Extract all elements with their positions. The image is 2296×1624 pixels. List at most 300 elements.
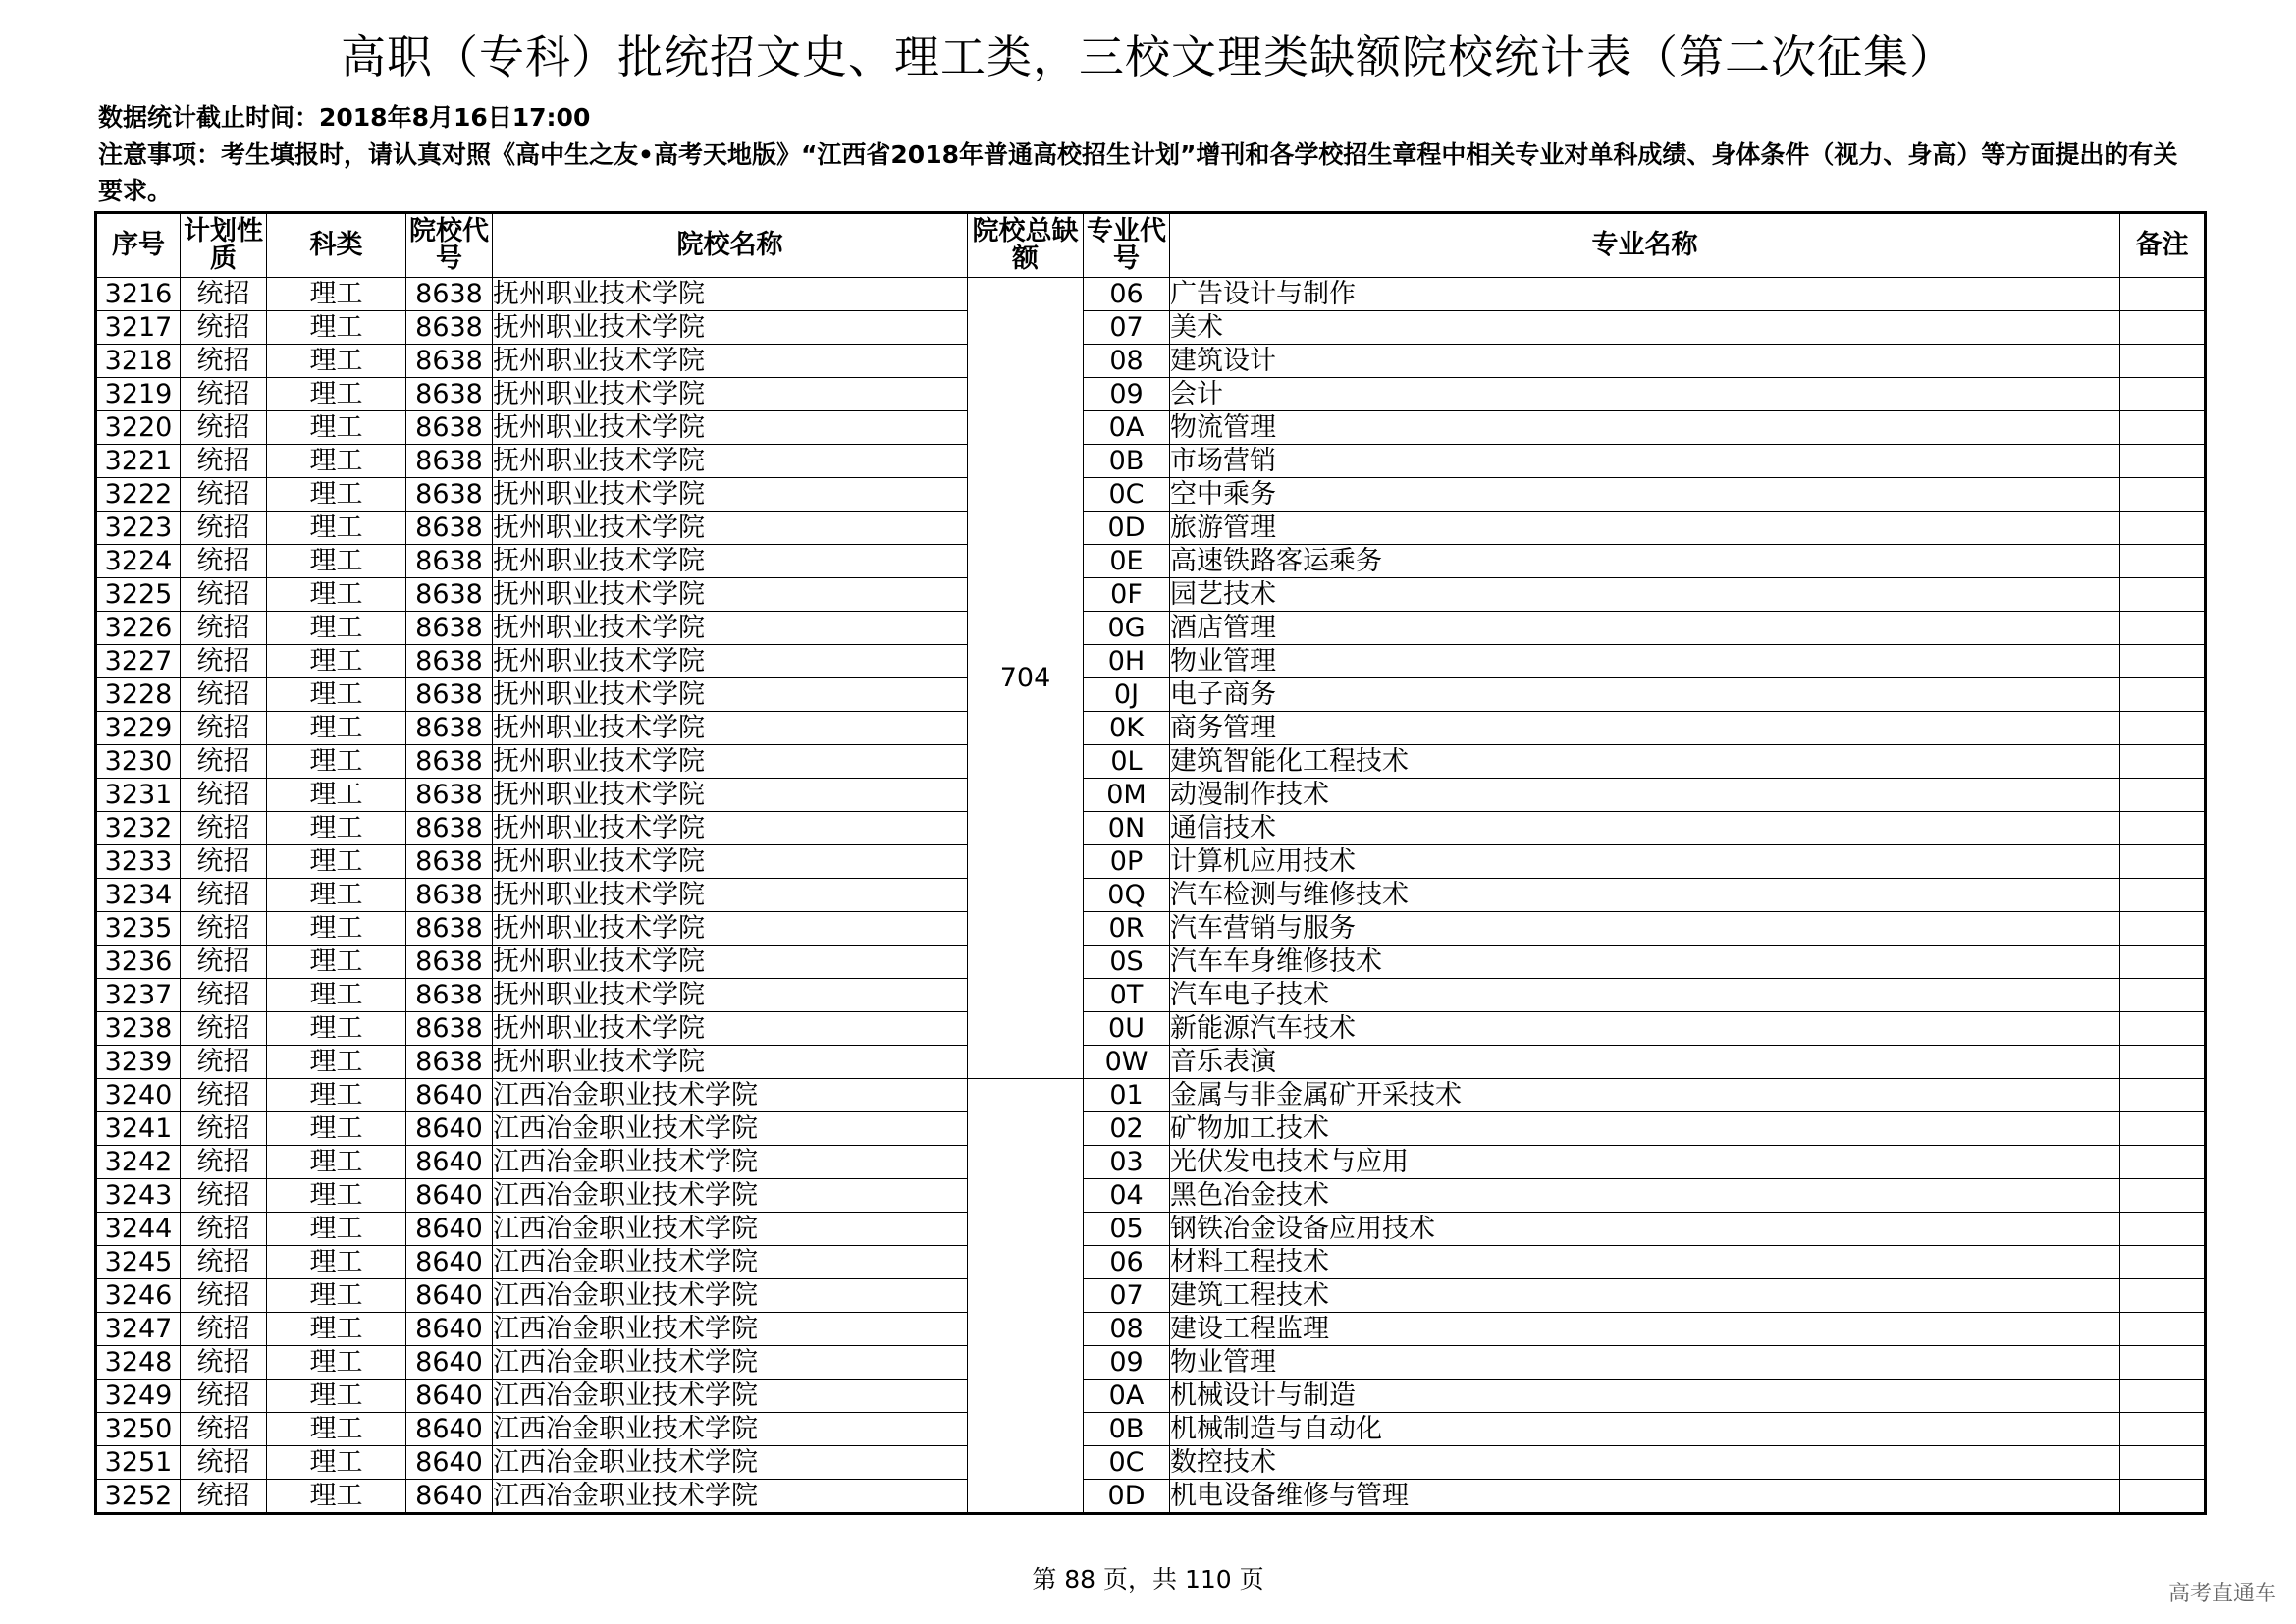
table-row [96,1279,2206,1313]
cell-category: 理工 [267,278,406,311]
cell-category: 理工 [267,478,406,512]
table-header-row [96,213,2206,278]
cell-category: 理工 [267,1012,406,1046]
cell-major-name: 汽车电子技术 [1170,979,2120,1012]
cell-plan: 统招 [181,745,267,779]
cell-major-name: 光伏发电技术与应用 [1170,1146,2120,1179]
cell-seq: 3232 [96,812,181,845]
cell-seq: 3226 [96,612,181,645]
header-seq: 序号 [96,213,181,278]
cell-remark [2120,345,2206,378]
cell-major-code: 0S [1084,946,1170,979]
cell-seq: 3225 [96,578,181,612]
cell-seq: 3247 [96,1313,181,1346]
cell-remark [2120,1079,2206,1112]
cell-category: 理工 [267,779,406,812]
cell-remark [2120,1213,2206,1246]
cell-major-code: 0Q [1084,879,1170,912]
cell-school-name: 抚州职业技术学院 [493,946,968,979]
table-row [96,612,2206,645]
cell-seq: 3252 [96,1480,181,1514]
cell-plan: 统招 [181,1346,267,1380]
cell-school-code: 8640 [406,1380,493,1413]
cell-school-total [968,1079,1084,1514]
cell-plan: 统招 [181,779,267,812]
cell-plan: 统招 [181,1413,267,1446]
cell-major-name: 美术 [1170,311,2120,345]
table-row [96,445,2206,478]
cell-school-code: 8638 [406,946,493,979]
page-title: 高职（专科）批统招文史、理工类，三校文理类缺额院校统计表（第二次征集） [341,30,1955,83]
cell-major-code: 08 [1084,345,1170,378]
cell-school-name: 江西冶金职业技术学院 [493,1380,968,1413]
cell-plan: 统招 [181,1213,267,1246]
cell-plan: 统招 [181,1046,267,1079]
cell-major-code: 0W [1084,1046,1170,1079]
cell-plan: 统招 [181,1012,267,1046]
cell-major-name: 建筑智能化工程技术 [1170,745,2120,779]
cell-major-name: 旅游管理 [1170,512,2120,545]
cell-major-name: 计算机应用技术 [1170,845,2120,879]
cell-major-code: 0D [1084,512,1170,545]
cell-remark [2120,478,2206,512]
table-row [96,779,2206,812]
cell-category: 理工 [267,979,406,1012]
cell-school-name: 抚州职业技术学院 [493,411,968,445]
cell-major-code: 0B [1084,1413,1170,1446]
cell-seq: 3234 [96,879,181,912]
cell-school-code: 8638 [406,912,493,946]
cell-remark [2120,1279,2206,1313]
cell-remark [2120,1146,2206,1179]
cell-school-name: 抚州职业技术学院 [493,845,968,879]
cell-plan: 统招 [181,278,267,311]
cell-plan: 统招 [181,578,267,612]
cell-major-code: 0C [1084,478,1170,512]
table-row [96,478,2206,512]
cell-plan: 统招 [181,645,267,678]
cell-major-code: 0C [1084,1446,1170,1480]
cell-major-name: 建筑设计 [1170,345,2120,378]
cell-remark [2120,512,2206,545]
header-remark: 备注 [2120,213,2206,278]
cell-seq: 3223 [96,512,181,545]
table-row [96,712,2206,745]
cell-school-name: 抚州职业技术学院 [493,712,968,745]
table-row [96,378,2206,411]
table-row [96,678,2206,712]
cell-school-code: 8638 [406,512,493,545]
cell-seq: 3246 [96,1279,181,1313]
cell-seq: 3228 [96,678,181,712]
cell-major-code: 0B [1084,445,1170,478]
cell-major-name: 动漫制作技术 [1170,779,2120,812]
cell-remark [2120,645,2206,678]
cell-major-code: 04 [1084,1179,1170,1213]
cell-school-code: 8638 [406,278,493,311]
cell-major-name: 数控技术 [1170,1446,2120,1480]
cell-school-name: 江西冶金职业技术学院 [493,1146,968,1179]
cell-category: 理工 [267,1279,406,1313]
cell-seq: 3238 [96,1012,181,1046]
cell-remark [2120,411,2206,445]
cell-major-name: 会计 [1170,378,2120,411]
header-major: 专业名称 [1170,213,2120,278]
cell-major-code: 0A [1084,411,1170,445]
header-major-code: 专业代号 [1084,213,1170,278]
header-school-code: 院校代号 [406,213,493,278]
cell-school-code: 8638 [406,411,493,445]
cell-major-code: 06 [1084,1246,1170,1279]
cell-plan: 统招 [181,812,267,845]
table-row [96,1346,2206,1380]
cell-major-name: 机电设备维修与管理 [1170,1480,2120,1514]
cell-major-code: 0E [1084,545,1170,578]
cell-school-name: 抚州职业技术学院 [493,645,968,678]
cell-category: 理工 [267,912,406,946]
cell-plan: 统招 [181,512,267,545]
cell-seq: 3231 [96,779,181,812]
cell-school-name: 抚州职业技术学院 [493,278,968,311]
cell-school-name: 江西冶金职业技术学院 [493,1313,968,1346]
cell-school-code: 8640 [406,1146,493,1179]
cell-major-name: 酒店管理 [1170,612,2120,645]
table-row [96,1246,2206,1279]
cell-remark [2120,1179,2206,1213]
cell-plan: 统招 [181,445,267,478]
cell-remark [2120,278,2206,311]
cell-school-code: 8638 [406,1046,493,1079]
cell-major-code: 0H [1084,645,1170,678]
cell-plan: 统招 [181,478,267,512]
cell-school-code: 8638 [406,979,493,1012]
cell-major-name: 物业管理 [1170,645,2120,678]
cell-seq: 3240 [96,1079,181,1112]
cell-remark [2120,545,2206,578]
cell-category: 理工 [267,578,406,612]
table-body [96,278,2206,1514]
cell-major-name: 空中乘务 [1170,478,2120,512]
cell-major-code: 0F [1084,578,1170,612]
cell-school-total: 704 [968,278,1084,1079]
cell-major-code: 09 [1084,1346,1170,1380]
cell-remark [2120,1313,2206,1346]
cell-plan: 统招 [181,1146,267,1179]
table-row [96,1413,2206,1446]
cell-major-name: 黑色冶金技术 [1170,1179,2120,1213]
cell-major-name: 机械设计与制造 [1170,1380,2120,1413]
cell-school-name: 江西冶金职业技术学院 [493,1246,968,1279]
cell-category: 理工 [267,645,406,678]
cell-major-code: 06 [1084,278,1170,311]
cell-school-name: 抚州职业技术学院 [493,512,968,545]
cell-school-code: 8638 [406,712,493,745]
cell-major-code: 08 [1084,1313,1170,1346]
table-row [96,1046,2206,1079]
cell-plan: 统招 [181,712,267,745]
cell-plan: 统招 [181,1480,267,1514]
cell-major-name: 机械制造与自动化 [1170,1413,2120,1446]
cell-school-name: 抚州职业技术学院 [493,879,968,912]
cell-school-name: 抚州职业技术学院 [493,545,968,578]
cell-remark [2120,712,2206,745]
cell-remark [2120,979,2206,1012]
cell-major-code: 0J [1084,678,1170,712]
cell-plan: 统招 [181,1313,267,1346]
table-row [96,545,2206,578]
cell-major-code: 07 [1084,1279,1170,1313]
cell-school-name: 抚州职业技术学院 [493,1046,968,1079]
cell-school-code: 8640 [406,1112,493,1146]
cell-major-code: 02 [1084,1112,1170,1146]
cell-seq: 3242 [96,1146,181,1179]
table-row [96,1313,2206,1346]
cell-school-code: 8638 [406,779,493,812]
cell-school-name: 江西冶金职业技术学院 [493,1179,968,1213]
table-row [96,979,2206,1012]
cell-school-name: 抚州职业技术学院 [493,678,968,712]
cell-major-code: 0M [1084,779,1170,812]
cell-major-code: 0D [1084,1480,1170,1514]
cell-major-name: 物流管理 [1170,411,2120,445]
cell-remark [2120,1246,2206,1279]
cell-school-code: 8640 [406,1213,493,1246]
cell-school-name: 江西冶金职业技术学院 [493,1446,968,1480]
deadline-text: 数据统计截止时间：2018年8月16日17:00 [98,103,591,132]
cell-major-name: 材料工程技术 [1170,1246,2120,1279]
cell-major-name: 市场营销 [1170,445,2120,478]
cell-major-name: 建设工程监理 [1170,1313,2120,1346]
cell-remark [2120,845,2206,879]
cell-plan: 统招 [181,545,267,578]
cell-category: 理工 [267,1346,406,1380]
cell-school-name: 抚州职业技术学院 [493,779,968,812]
cell-remark [2120,1346,2206,1380]
cell-seq: 3233 [96,845,181,879]
cell-school-name: 江西冶金职业技术学院 [493,1079,968,1112]
table-row [96,578,2206,612]
cell-school-code: 8640 [406,1346,493,1380]
cell-school-code: 8638 [406,1012,493,1046]
cell-remark [2120,1413,2206,1446]
cell-school-name: 抚州职业技术学院 [493,812,968,845]
cell-category: 理工 [267,1179,406,1213]
cell-major-name: 钢铁冶金设备应用技术 [1170,1213,2120,1246]
page-number: 第 88 页，共 110 页 [1032,1565,1264,1594]
cell-seq: 3221 [96,445,181,478]
cell-seq: 3236 [96,946,181,979]
header-category: 科类 [267,213,406,278]
cell-seq: 3218 [96,345,181,378]
cell-category: 理工 [267,1446,406,1480]
cell-major-code: 07 [1084,311,1170,345]
cell-remark [2120,1046,2206,1079]
cell-school-code: 8638 [406,845,493,879]
table-row [96,278,2206,311]
header-school: 院校名称 [493,213,968,278]
cell-remark [2120,378,2206,411]
cell-seq: 3227 [96,645,181,678]
cell-category: 理工 [267,1480,406,1514]
table-row [96,946,2206,979]
cell-major-name: 汽车营销与服务 [1170,912,2120,946]
cell-major-name: 新能源汽车技术 [1170,1012,2120,1046]
table-row [96,1112,2206,1146]
cell-seq: 3241 [96,1112,181,1146]
cell-school-code: 8640 [406,1279,493,1313]
table-row [96,512,2206,545]
cell-school-code: 8638 [406,678,493,712]
cell-plan: 统招 [181,946,267,979]
cell-category: 理工 [267,411,406,445]
cell-seq: 3224 [96,545,181,578]
cell-school-code: 8638 [406,745,493,779]
table-row [96,645,2206,678]
cell-seq: 3248 [96,1346,181,1380]
vacancy-table [94,211,2207,1515]
cell-remark [2120,745,2206,779]
cell-school-code: 8640 [406,1413,493,1446]
cell-school-name: 江西冶金职业技术学院 [493,1346,968,1380]
cell-major-code: 0R [1084,912,1170,946]
cell-remark [2120,1380,2206,1413]
cell-major-code: 0T [1084,979,1170,1012]
cell-category: 理工 [267,512,406,545]
cell-major-name: 矿物加工技术 [1170,1112,2120,1146]
cell-school-code: 8638 [406,378,493,411]
cell-remark [2120,812,2206,845]
cell-major-code: 0L [1084,745,1170,779]
cell-plan: 统招 [181,678,267,712]
table-row [96,845,2206,879]
cell-major-name: 园艺技术 [1170,578,2120,612]
cell-major-name: 商务管理 [1170,712,2120,745]
cell-category: 理工 [267,345,406,378]
cell-plan: 统招 [181,879,267,912]
cell-seq: 3235 [96,912,181,946]
cell-plan: 统招 [181,979,267,1012]
cell-seq: 3250 [96,1413,181,1446]
cell-major-code: 0K [1084,712,1170,745]
table-row [96,745,2206,779]
cell-plan: 统招 [181,1279,267,1313]
cell-school-name: 抚州职业技术学院 [493,445,968,478]
cell-school-name: 江西冶金职业技术学院 [493,1279,968,1313]
cell-school-name: 江西冶金职业技术学院 [493,1112,968,1146]
cell-seq: 3230 [96,745,181,779]
cell-school-code: 8638 [406,311,493,345]
cell-seq: 3249 [96,1380,181,1413]
cell-school-name: 抚州职业技术学院 [493,345,968,378]
cell-category: 理工 [267,1079,406,1112]
cell-seq: 3245 [96,1246,181,1279]
cell-school-code: 8640 [406,1446,493,1480]
cell-remark [2120,445,2206,478]
cell-school-code: 8640 [406,1079,493,1112]
cell-category: 理工 [267,612,406,645]
table-row [96,345,2206,378]
cell-major-code: 0G [1084,612,1170,645]
cell-category: 理工 [267,845,406,879]
cell-major-name: 建筑工程技术 [1170,1279,2120,1313]
table-row [96,879,2206,912]
cell-seq: 3219 [96,378,181,411]
cell-major-code: 09 [1084,378,1170,411]
cell-remark [2120,946,2206,979]
watermark: 高考直通车 [2167,1582,2276,1606]
cell-school-code: 8638 [406,545,493,578]
table-row [96,1480,2206,1514]
cell-school-code: 8640 [406,1246,493,1279]
cell-major-code: 0N [1084,812,1170,845]
cell-plan: 统招 [181,912,267,946]
table-row [96,1179,2206,1213]
cell-school-code: 8640 [406,1313,493,1346]
cell-plan: 统招 [181,1079,267,1112]
cell-category: 理工 [267,879,406,912]
cell-category: 理工 [267,946,406,979]
cell-plan: 统招 [181,345,267,378]
cell-seq: 3251 [96,1446,181,1480]
cell-plan: 统招 [181,845,267,879]
cell-major-name: 汽车检测与维修技术 [1170,879,2120,912]
cell-school-name: 抚州职业技术学院 [493,311,968,345]
table-row [96,1380,2206,1413]
cell-seq: 3222 [96,478,181,512]
table-row [96,411,2206,445]
cell-category: 理工 [267,1146,406,1179]
cell-plan: 统招 [181,1446,267,1480]
cell-school-name: 江西冶金职业技术学院 [493,1213,968,1246]
cell-seq: 3239 [96,1046,181,1079]
cell-category: 理工 [267,678,406,712]
cell-category: 理工 [267,311,406,345]
cell-school-name: 抚州职业技术学院 [493,478,968,512]
cell-major-name: 通信技术 [1170,812,2120,845]
table-row [96,1213,2206,1246]
cell-category: 理工 [267,712,406,745]
cell-plan: 统招 [181,1112,267,1146]
cell-major-code: 0U [1084,1012,1170,1046]
cell-school-name: 抚州职业技术学院 [493,378,968,411]
cell-plan: 统招 [181,311,267,345]
cell-school-name: 抚州职业技术学院 [493,979,968,1012]
cell-school-name: 抚州职业技术学院 [493,745,968,779]
cell-major-name: 汽车车身维修技术 [1170,946,2120,979]
cell-category: 理工 [267,1313,406,1346]
cell-remark [2120,912,2206,946]
cell-category: 理工 [267,545,406,578]
cell-school-code: 8640 [406,1179,493,1213]
cell-plan: 统招 [181,612,267,645]
cell-major-code: 0A [1084,1380,1170,1413]
cell-seq: 3216 [96,278,181,311]
cell-category: 理工 [267,1112,406,1146]
cell-plan: 统招 [181,411,267,445]
cell-school-code: 8640 [406,1480,493,1514]
cell-plan: 统招 [181,1179,267,1213]
cell-remark [2120,879,2206,912]
cell-remark [2120,1112,2206,1146]
table-row [96,812,2206,845]
cell-school-name: 抚州职业技术学院 [493,612,968,645]
cell-seq: 3220 [96,411,181,445]
cell-remark [2120,578,2206,612]
cell-school-name: 抚州职业技术学院 [493,578,968,612]
cell-school-code: 8638 [406,612,493,645]
cell-remark [2120,311,2206,345]
cell-seq: 3229 [96,712,181,745]
